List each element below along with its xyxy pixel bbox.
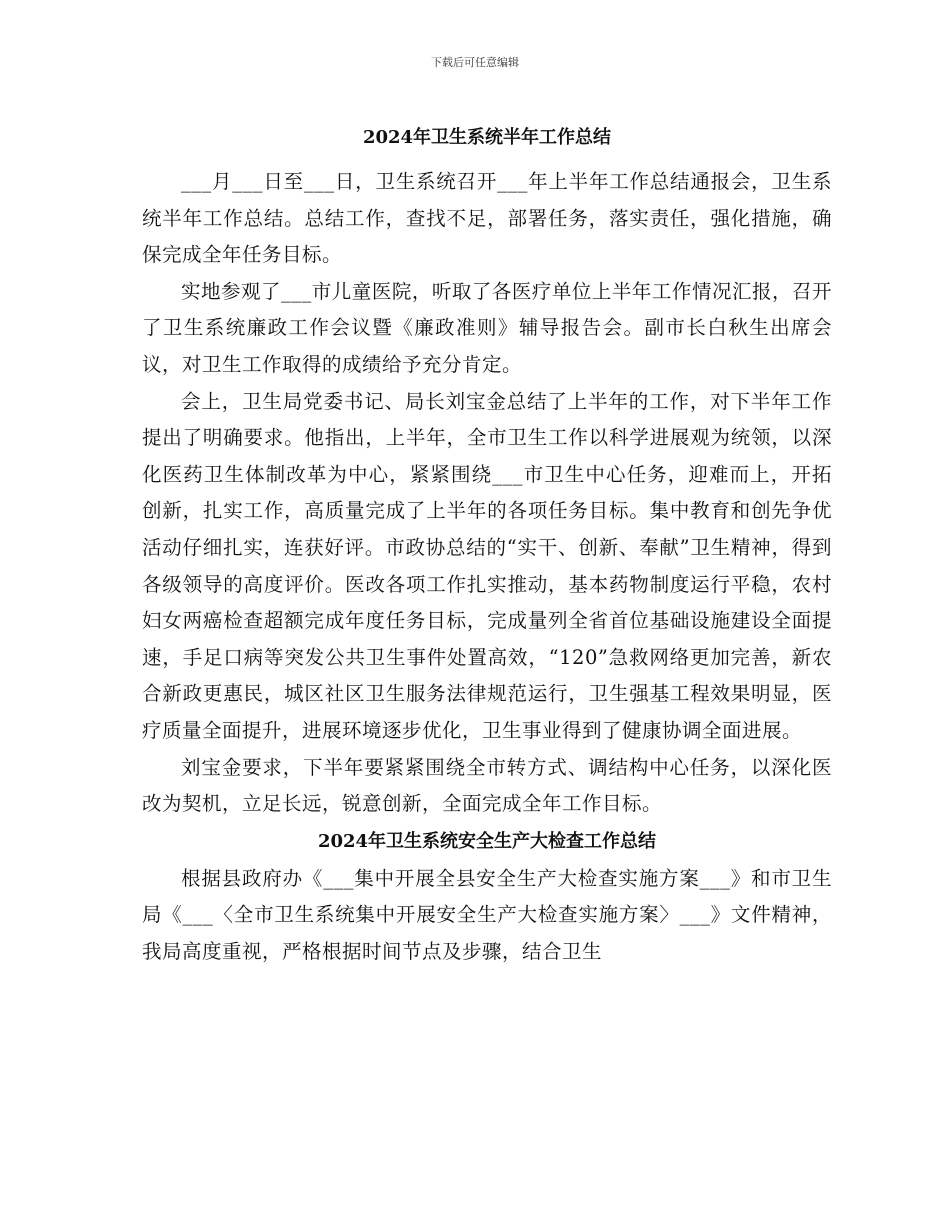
document-body xyxy=(142,118,832,970)
paragraph-1: ___月___日至___日，卫生系统召开___年上半年工作总结通报会，卫生系统半年工作总结。总结工作，查找不足，部署任务，落实责任，强化措施，确保完成全年任务目标。 xyxy=(142,170,832,267)
paragraph-4: 刘宝金要求，下半年要紧紧围绕全市转方式、调结构中心任务，以深化医改为契机，立足长远，锐意创新，全面完成全年工作目标。 xyxy=(142,755,832,816)
paragraph-3: 会上，卫生局党委书记、局长刘宝金总结了上半年的工作，对下半年工作提出了明确要求。他指出，上半年，全市卫生工作以科学进展观为统领，以深化医药卫生体制改革为中心，紧紧围绕___市卫生中心任务，迎难而上，开拓创新，扎实工作，高质量完成了上半年的各项任务目标。集中教育和创先争优活动仔细扎实，连获好评。市政协总结的“实干、创新、奉献”卫生精神，得到各级领导的高度评价。医改各项工作扎实推动，基本药物制度运行平稳，农村妇女两癌检查超额完成年度任务目标，完成量列全省首位基础设施建设全面提速，手足口病等突发公共卫生事件处置高效，“120”急救网络更加完善，新农合新政更惠民，城区社区卫生服务法律规范运行，卫生强基工程效果明显，医疗质量全面提升，进展环境逐步优化，卫生事业得到了健康协调全面进展。 xyxy=(142,389,832,742)
paragraph-5: 根据县政府办《___集中开展全县安全生产大检查实施方案___》和市卫生局《___〈全市卫生系统集中开展安全生产大检查实施方案〉___》文件精神，我局高度重视，严格根据时间节点及步骤，结合卫生 xyxy=(142,866,832,963)
page-header-note: 下载后可任意编辑 xyxy=(431,56,519,69)
document-title: 2024年卫生系统半年工作总结 xyxy=(362,127,612,148)
paragraph-2: 实地参观了___市儿童医院，听取了各医疗单位上半年工作情况汇报，召开了卫生系统廉政工作会议暨《廉政准则》辅导报告会。副市长白秋生出席会议，对卫生工作取得的成绩给予充分肯定。 xyxy=(142,279,832,376)
section-title: 2024年卫生系统安全生产大检查工作总结 xyxy=(317,830,657,852)
